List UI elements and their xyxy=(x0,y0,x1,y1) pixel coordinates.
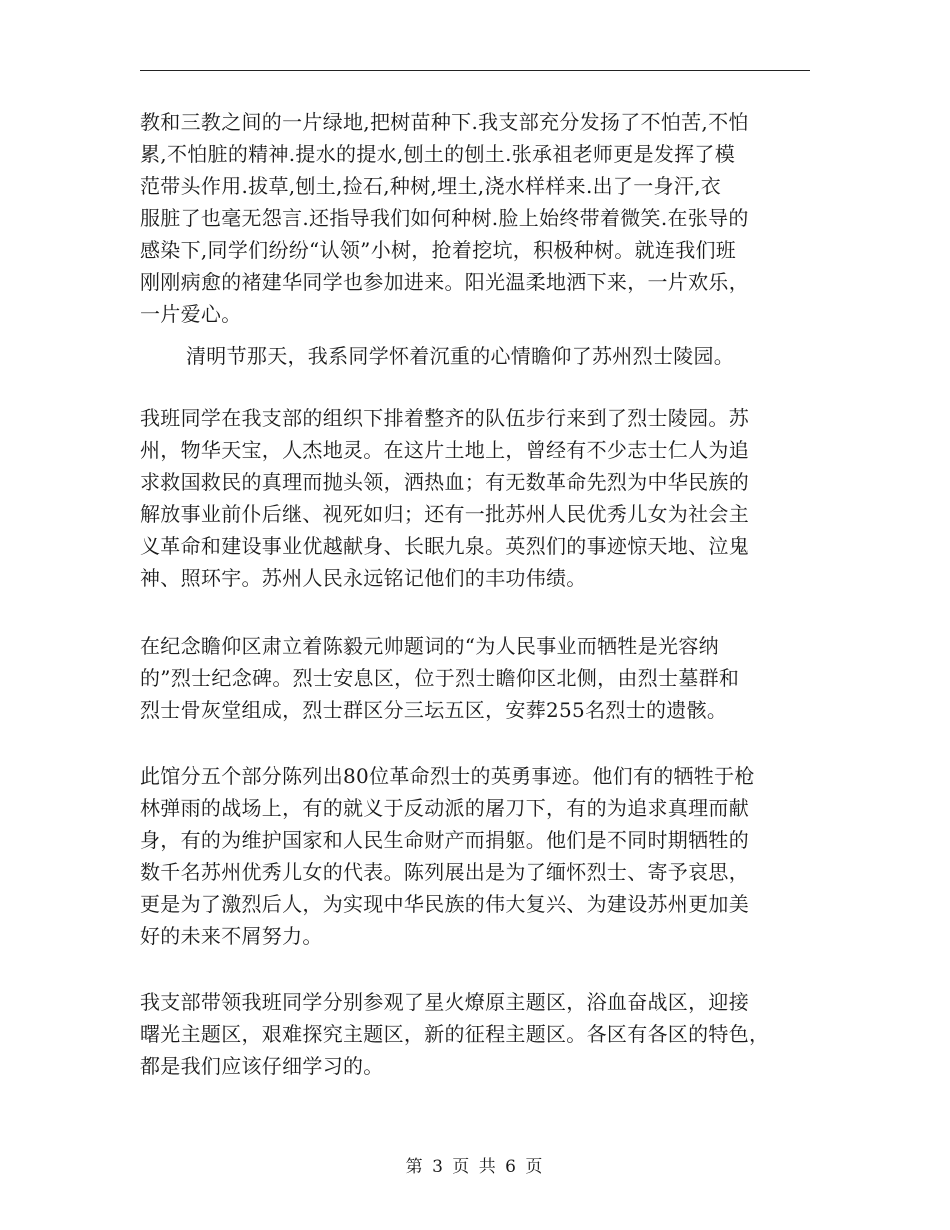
paragraph-tree-planting: 教和三教之间的一片绿地,把树苗种下.我支部充分发扬了不怕苦,不怕 累,不怕脏的精神.提水的提水,刨土的刨土.张承祖老师更是发挥了模 范带头作用.拔草,刨土,捡石,种树,埋土,浇水样样来.出了一身汗,衣 服脏了也毫无怨言.还指导我们如何种树.脸上始终带着微笑.在张导的 感染下,同学们纷纷“认领”小树，抢着挖坑，积极种树。就连我们班 刚刚病愈的褚建华同学也参加进来。阳光温柔地洒下来，一片欢乐， 一片爱心。 xyxy=(140,110,749,326)
paragraph-memorial-monument: 在纪念瞻仰区肃立着陈毅元帅题词的“为人民事业而牺牲是光容纳 的”烈士纪念碑。烈士安息区，位于烈士瞻仰区北侧，由烈士墓群和 烈士骨灰堂组成，烈士群区分三坛五区，安葬255名烈士的遗骸。 xyxy=(140,634,740,722)
page-number-footer: 第 3 页 共 6 页 xyxy=(405,1157,545,1177)
header-rule xyxy=(140,70,810,71)
paragraph-theme-areas: 我支部带领我班同学分别参观了星火燎原主题区，浴血奋战区，迎接 曙光主题区，艰难探究主题区，新的征程主题区。各区有各区的特色， 都是我们应该仔细学习的。 xyxy=(140,990,770,1078)
paragraph-qingming-visit: 清明节那天，我系同学怀着沉重的心情瞻仰了苏州烈士陵园。 xyxy=(186,344,735,368)
paragraph-exhibition-hall: 此馆分五个部分陈列出80位革命烈士的英勇事迹。他们有的牺牲于枪 林弹雨的战场上，有的就义于反动派的屠刀下，有的为追求真理而献 身，有的为维护国家和人民生命财产而捐躯。他们是不同时期牺牲的 数千名苏州优秀儿女的代表。陈列展出是为了缅怀烈士、寄予哀思， 更是为了激烈后人，为实现中华民族的伟大复兴、为建设苏州更加美 好的未来不屑努力。 xyxy=(140,764,755,948)
paragraph-cemetery-arrival: 我班同学在我支部的组织下排着整齐的队伍步行来到了烈士陵园。苏 州，物华天宝，人杰地灵。在这片土地上，曾经有不少志士仁人为追 求救国救民的真理而抛头领，洒热血；有无数革命先烈为中华民族的 解放事业前仆后继、视死如归；还有一批苏州人民优秀儿女为社会主 义革命和建设事业优越献身、长眠九泉。英烈们的事迹惊天地、泣鬼 神、照环宇。苏州人民永远铭记他们的丰功伟绩。 xyxy=(140,406,749,590)
